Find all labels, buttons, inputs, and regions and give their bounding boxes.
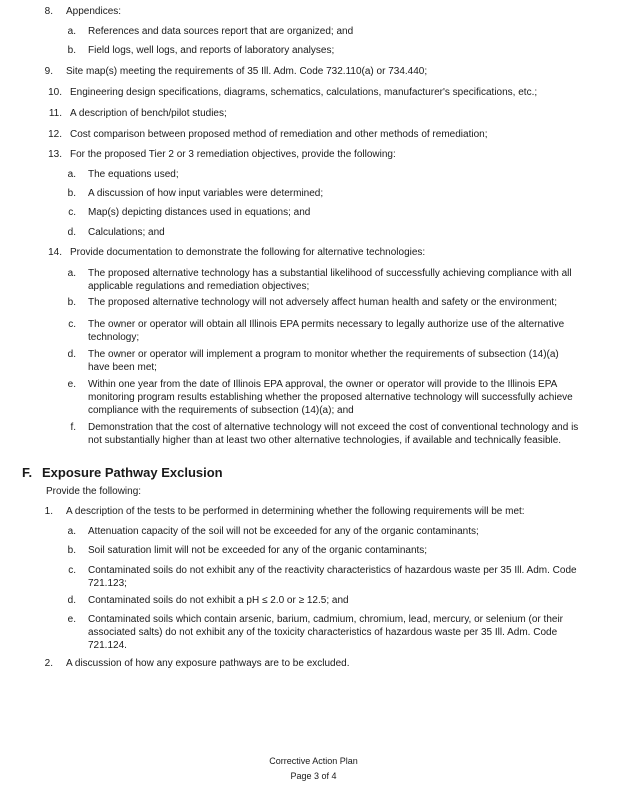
item-number: f. bbox=[70, 422, 76, 433]
item-number: a. bbox=[67, 169, 76, 180]
item-text: The proposed alternative technology will not adversely affect human health and safety or the environment; bbox=[88, 297, 557, 308]
item-text: A discussion of how input variables were determined; bbox=[88, 188, 324, 199]
item-number: 2. bbox=[44, 658, 53, 669]
footer-page: Page 3 of 4 bbox=[290, 771, 337, 781]
item-text: A description of bench/pilot studies; bbox=[70, 108, 227, 119]
item-number: a. bbox=[67, 268, 76, 279]
item-number: e. bbox=[67, 379, 76, 390]
item-text: Provide documentation to demonstrate the following for alternative technologies: bbox=[70, 247, 426, 258]
item-number: 9. bbox=[44, 66, 53, 77]
item-text: Field logs, well logs, and reports of laboratory analyses; bbox=[88, 45, 335, 56]
item-number: 10. bbox=[48, 87, 62, 98]
item-text: The equations used; bbox=[88, 169, 179, 180]
item-number: a. bbox=[67, 26, 76, 37]
item-text: For the proposed Tier 2 or 3 remediation objectives, provide the following: bbox=[70, 149, 396, 160]
item-text: Map(s) depicting distances used in equations; and bbox=[88, 207, 311, 218]
item-number: b. bbox=[67, 45, 76, 56]
item-number: 8. bbox=[44, 6, 53, 17]
item-text: Calculations; and bbox=[88, 227, 165, 238]
item-number: d. bbox=[67, 227, 76, 238]
item-number: b. bbox=[67, 188, 76, 199]
item-text: The owner or operator will implement a program to monitor whether the requirements of subsection (14)(a) have been met; bbox=[88, 349, 559, 373]
item-number: b. bbox=[67, 545, 76, 556]
item-text: The proposed alternative technology has a substantial likelihood of successfully achieving compliance with all applicable regulations and remediation objectives; bbox=[88, 268, 572, 292]
item-number: a. bbox=[67, 526, 76, 537]
item-number: d. bbox=[67, 349, 76, 360]
item-text: Attenuation capacity of the soil will not be exceeded for any of the organic contaminants; bbox=[88, 526, 479, 537]
item-number: e. bbox=[67, 614, 76, 625]
item-number: 1. bbox=[44, 506, 53, 517]
item-number: c. bbox=[68, 319, 76, 330]
section-letter: F. bbox=[22, 465, 33, 480]
item-text: Site map(s) meeting the requirements of 35 Ill. Adm. Code 732.110(a) or 734.440; bbox=[66, 66, 428, 77]
section-intro: Provide the following: bbox=[46, 486, 142, 497]
footer-title: Corrective Action Plan bbox=[269, 756, 358, 766]
item-number: b. bbox=[67, 297, 76, 308]
item-number: 12. bbox=[48, 129, 62, 140]
item-text: Demonstration that the cost of alternative technology will not exceed the cost of conventional technology and is not substantially higher than at least two other alternative technologies, if available and technically feasible. bbox=[88, 422, 579, 446]
item-text: The owner or operator will obtain all Illinois EPA permits necessary to legally authorize use of the alternative technology; bbox=[88, 319, 565, 343]
item-text: A description of the tests to be performed in determining whether the following requirements will be met: bbox=[66, 506, 525, 517]
item-number: c. bbox=[68, 565, 76, 576]
item-number: 14. bbox=[48, 247, 62, 258]
item-text: Contaminated soils which contain arsenic, barium, cadmium, chromium, lead, mercury, or selenium (or their associated salts) do not exhibit any of the toxicity characteristics of hazardous waste per 35 Ill. Adm. Code 721.124. bbox=[88, 614, 563, 651]
item-number: 11. bbox=[48, 108, 62, 119]
item-number: d. bbox=[67, 595, 76, 606]
item-number: c. bbox=[68, 207, 76, 218]
item-text: Within one year from the date of Illinois EPA approval, the owner or operator will provide to the Illinois EPA monitoring program results establishing whether the proposed alternative technology will successfully achieve compliance with the requirements of subsection (14)(a); and bbox=[88, 379, 573, 416]
item-number: 13. bbox=[48, 149, 62, 160]
section-title: Exposure Pathway Exclusion bbox=[42, 465, 223, 480]
item-text: Soil saturation limit will not be exceeded for any of the organic contaminants; bbox=[88, 545, 428, 556]
item-text: Engineering design specifications, diagrams, schematics, calculations, manufacturer's specifications, etc.; bbox=[70, 87, 538, 98]
item-text: Appendices: bbox=[66, 6, 122, 17]
item-text: References and data sources report that are organized; and bbox=[88, 26, 354, 37]
item-text: Contaminated soils do not exhibit any of the reactivity characteristics of hazardous waste per 35 Ill. Adm. Code 721.123; bbox=[88, 565, 577, 589]
item-text: A discussion of how any exposure pathways are to be excluded. bbox=[66, 658, 350, 669]
item-text: Cost comparison between proposed method of remediation and other methods of remediation; bbox=[70, 129, 488, 140]
item-text: Contaminated soils do not exhibit a pH ≤ 2.0 or ≥ 12.5; and bbox=[88, 595, 349, 606]
